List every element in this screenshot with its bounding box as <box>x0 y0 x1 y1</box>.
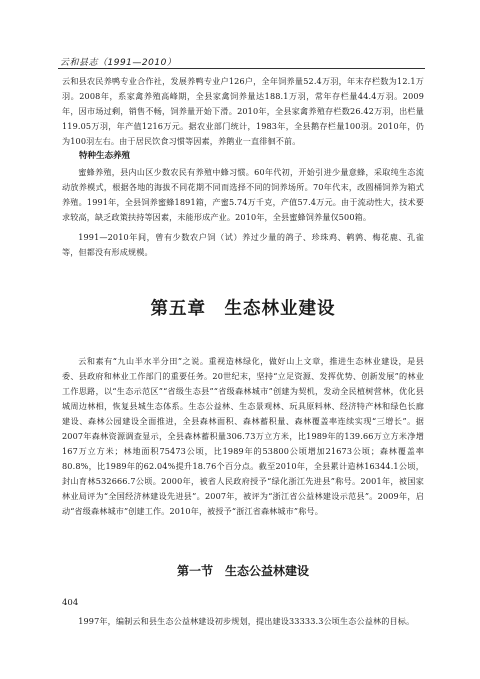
header-rule <box>58 68 425 69</box>
subheading-special-breeding: 特种生态养殖 <box>79 151 131 162</box>
page-body <box>62 74 424 629</box>
paragraph-beekeeping: 蜜蜂养殖，县内山区少数农民有养殖中蜂习惯。60年代初，开始引进少量意蜂，采取纯生态流动放养模式，根据各地的海拔不同花期不同而选择不同的饲养场所。70年代末，改圆桶饲养为箱式养殖。1991年，全县饲养蜜蜂1891箱，产蜜5.74万千克，产值57.4万元。由于流动性大，技术要求较高，缺乏政策扶持等因素，未能形成产业。2010年，全县蜜蜂饲养量仅500箱。 <box>62 166 424 223</box>
section-title: 第一节 生态公益林建设 <box>176 563 309 578</box>
paragraph-other-breeding: 1991—2010年间，曾有少数农户饲（试）养过少量的鸽子、珍珠鸡、鹌鹑、梅花鹿、孔雀等，但都没有形成规模。 <box>62 232 424 258</box>
paragraph-poultry: 云和县农民养鸭专业合作社，发展养鸭专业户126户，全年饲养量52.4万羽，年末存栏数为12.1万羽。2008年，系家禽养殖高峰期，全县家禽饲养量达188.1万羽，常年存栏量44.4万羽。2009年，因市场过剩，销售不畅，饲养量开始下滑。2010年，全县家禽养殖存栏数26.42万羽，出栏量119.05万羽，年产值1216万元。据农业部门统计，1983年，全县鹅存栏量100羽。2010年，仍为100羽左右。由于居民饮食习惯等因素，养鹅业一直徘徊不前。 <box>62 76 424 147</box>
page-number: 404 <box>62 598 79 608</box>
paragraph-public-forest: 1997年，编制云和县生态公益林建设初步规划，提出建设33333.3公顷生态公益林的目标。 <box>78 615 415 626</box>
running-header: 云和县志（1991—2010） <box>60 58 177 68</box>
chapter-title: 第五章 生态林业建设 <box>150 298 336 319</box>
paragraph-forestry-intro: 云和素有“九山半水半分田”之说。重视造林绿化，做好山上文章，推进生态林业建设，是县委、县政府和林业工作部门的重要任务。20世纪末，坚持“立足资源、发挥优势、创新发展”的林业工作思路，以“生态示范区”“省级生态县”“省级森林城市”创建为契机，发动全民植树营林，优化县城周边林相，恢复县城生态体系。生态公益林、生态景观林、玩具原料林、经济特产林和绿色长廊建设、森林公园建设全面推进，全县森林面积、森林蓄积量、森林覆盖率连续实现“三增长”。据2007年森林资源调查显示，全县森林蓄积量306.73万立方米，比1989年的139.66万立方米净增167万立方米；林地面积75473公顷，比1989年的53800公顷增加21673公顷；森林覆盖率80.8%，比1989年的62.04%提升18.76个百分点。截至2010年，全县累计造林16344.1公顷，封山育林532666.7公顷。2000年，被省人民政府授予“绿化浙江先进县”称号。2001年，被国家林业局评为“全国经济林建设先进县”。2007年，被评为“浙江省公益林建设示范县”。2009年，启动“省级森林城市”创建工作。2010年，被授予“浙江省森林城市”称号。 <box>62 355 424 517</box>
